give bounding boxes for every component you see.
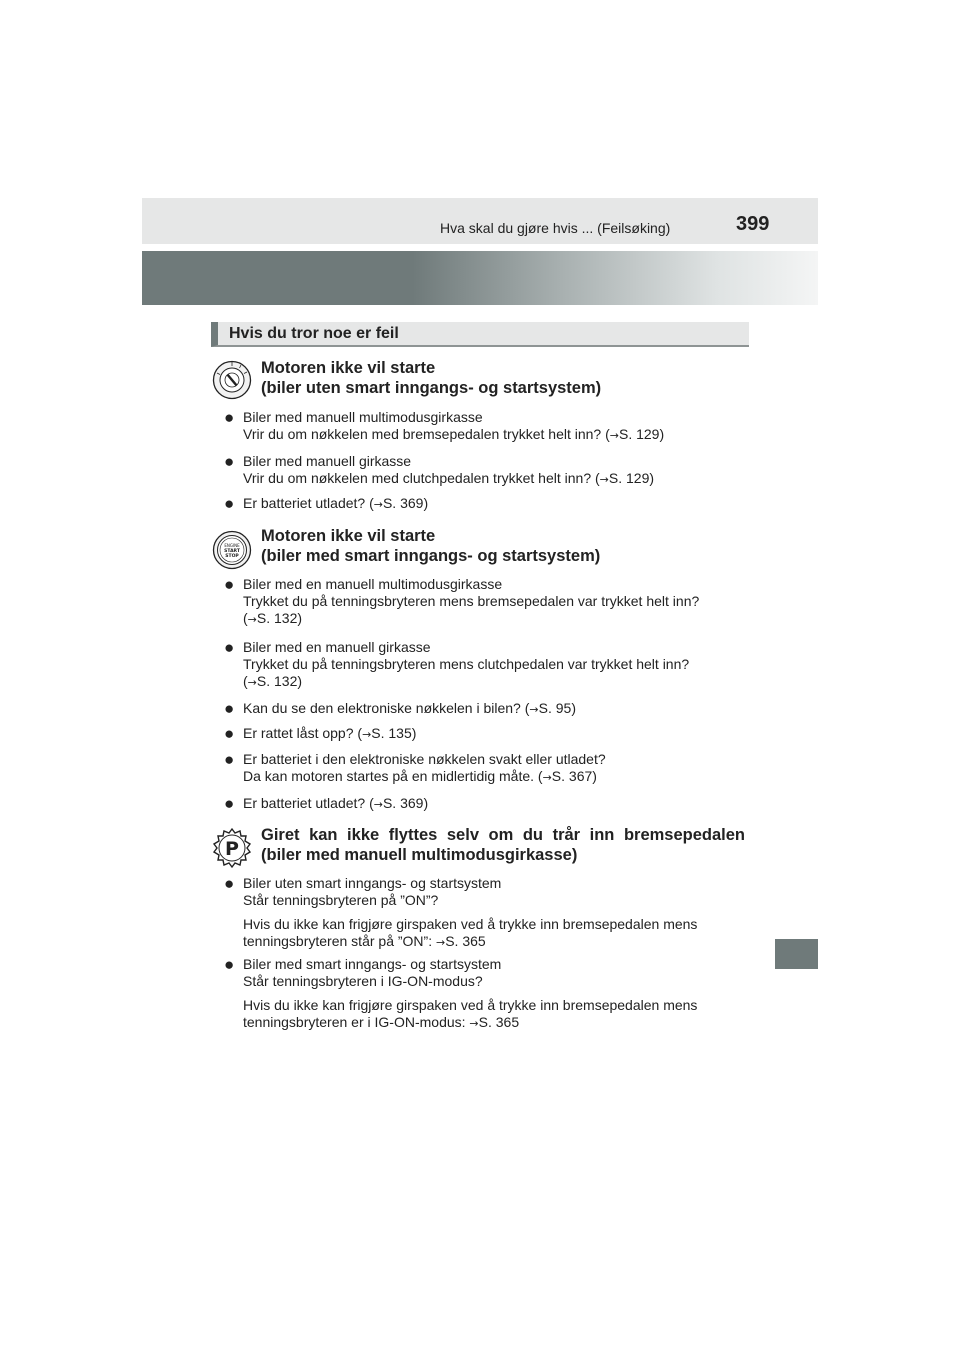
bullet-icon: ●: [224, 452, 235, 471]
list-item: [243, 795, 745, 813]
svg-text:ENGINE: ENGINE: [224, 543, 240, 548]
subsection-title-line: (biler med manuell multimodusgirkasse): [261, 846, 578, 864]
arrow-icon: →: [362, 728, 372, 741]
bullet-icon: ●: [224, 699, 235, 718]
arrow-icon: →: [609, 429, 619, 442]
subsection-title-line: (biler med smart inngangs- og startsystem): [261, 547, 601, 565]
page-number: 399: [736, 213, 770, 235]
list-item: [243, 700, 745, 718]
item-line: (→S. 132): [243, 610, 303, 626]
chapter-title: Hva skal du gjøre hvis ... (Feilsøking): [440, 220, 671, 236]
arrow-icon: →: [373, 798, 383, 811]
bullet-icon: ●: [224, 575, 235, 594]
item-line: Biler uten smart inngangs- og startsystem: [243, 875, 502, 891]
list-item: [243, 751, 745, 786]
item-line: Er batteriet utladet? (→S. 369): [243, 495, 429, 511]
item-line: Hvis du ikke kan frigjøre girspaken ved å trykke inn bremsepedalen mens: [243, 916, 698, 932]
list-item: [243, 409, 745, 444]
bullet-icon: ●: [224, 794, 235, 813]
item-line: tenningsbryteren er i IG-ON-modus: →S. 365: [243, 1014, 520, 1030]
item-line: Vrir du om nøkkelen med bremsepedalen trykket helt inn? (→S. 129): [243, 426, 665, 442]
list-item: [243, 639, 745, 691]
list-item: [243, 453, 745, 488]
subsection-title-line: (biler uten smart inngangs- og startsystem): [261, 379, 602, 397]
bullet-icon: ●: [224, 750, 235, 769]
item-line: (→S. 132): [243, 673, 303, 689]
bullet-icon: ●: [224, 494, 235, 513]
engine-start-stop-button-icon: [212, 530, 252, 570]
arrow-icon: →: [435, 936, 446, 949]
arrow-icon: →: [529, 703, 539, 716]
item-line: Trykket du på tenningsbryteren mens clutchpedalen var trykket helt inn?: [243, 656, 690, 672]
item-line: tenningsbryteren står på ”ON”: →S. 365: [243, 933, 486, 949]
item-line: Biler med manuell multimodusgirkasse: [243, 409, 483, 425]
item-line: Biler med smart inngangs- og startsystem: [243, 956, 502, 972]
arrow-icon: →: [469, 1017, 479, 1030]
item-line: Står tenningsbryteren på ”ON”?: [243, 892, 439, 908]
list-item: [243, 875, 745, 951]
park-gear-warning-icon: [211, 827, 253, 869]
subsection-title: [261, 526, 745, 566]
item-line: Er rattet låst opp? (→S. 135): [243, 725, 417, 741]
subsection-title: [261, 358, 745, 398]
list-item: [243, 725, 745, 743]
svg-text:START: START: [224, 549, 240, 554]
svg-text:P: P: [225, 838, 239, 860]
bullet-icon: ●: [224, 874, 235, 893]
arrow-icon: →: [247, 613, 257, 626]
arrow-icon: →: [542, 771, 552, 784]
bullet-icon: ●: [224, 955, 235, 974]
list-item: [243, 495, 745, 513]
subsection-title-line: Motoren ikke vil starte: [261, 359, 436, 377]
item-line: Biler med manuell girkasse: [243, 453, 412, 469]
arrow-icon: →: [373, 498, 383, 511]
arrow-icon: →: [247, 676, 257, 689]
item-line: Står tenningsbryteren i IG-ON-modus?: [243, 973, 483, 989]
chapter-banner: [142, 251, 818, 305]
item-line: Er batteriet i den elektroniske nøkkelen svakt eller utladet?: [243, 751, 606, 767]
item-line: Vrir du om nøkkelen med clutchpedalen trykket helt inn? (→S. 129): [243, 470, 655, 486]
item-line: Hvis du ikke kan frigjøre girspaken ved å trykke inn bremsepedalen mens: [243, 997, 698, 1013]
item-line: Trykket du på tenningsbryteren mens bremsepedalen var trykket helt inn?: [243, 593, 700, 609]
subsection-title-line: Giret kan ikke flyttes selv om du trår inn bremsepedalen: [261, 826, 745, 844]
chapter-side-tab: [775, 939, 818, 969]
list-item: [243, 576, 745, 628]
subsection-title: [261, 825, 745, 865]
subsection-title-line: Motoren ikke vil starte: [261, 527, 436, 545]
section-heading: [211, 322, 749, 347]
ignition-key-cylinder-icon: [212, 360, 252, 400]
bullet-icon: ●: [224, 724, 235, 743]
bullet-icon: ●: [224, 638, 235, 657]
item-line: Er batteriet utladet? (→S. 369): [243, 795, 429, 811]
item-line: Da kan motoren startes på en midlertidig måte. (→S. 367): [243, 768, 597, 784]
item-line: Biler med en manuell multimodusgirkasse: [243, 576, 503, 592]
bullet-icon: ●: [224, 408, 235, 427]
list-item: [243, 956, 745, 1032]
item-line: Biler med en manuell girkasse: [243, 639, 431, 655]
arrow-icon: →: [599, 473, 609, 486]
item-line: Kan du se den elektroniske nøkkelen i bilen? (→S. 95): [243, 700, 576, 716]
section-heading-text: Hvis du tror noe er feil: [229, 325, 399, 342]
svg-text:STOP: STOP: [225, 554, 239, 559]
